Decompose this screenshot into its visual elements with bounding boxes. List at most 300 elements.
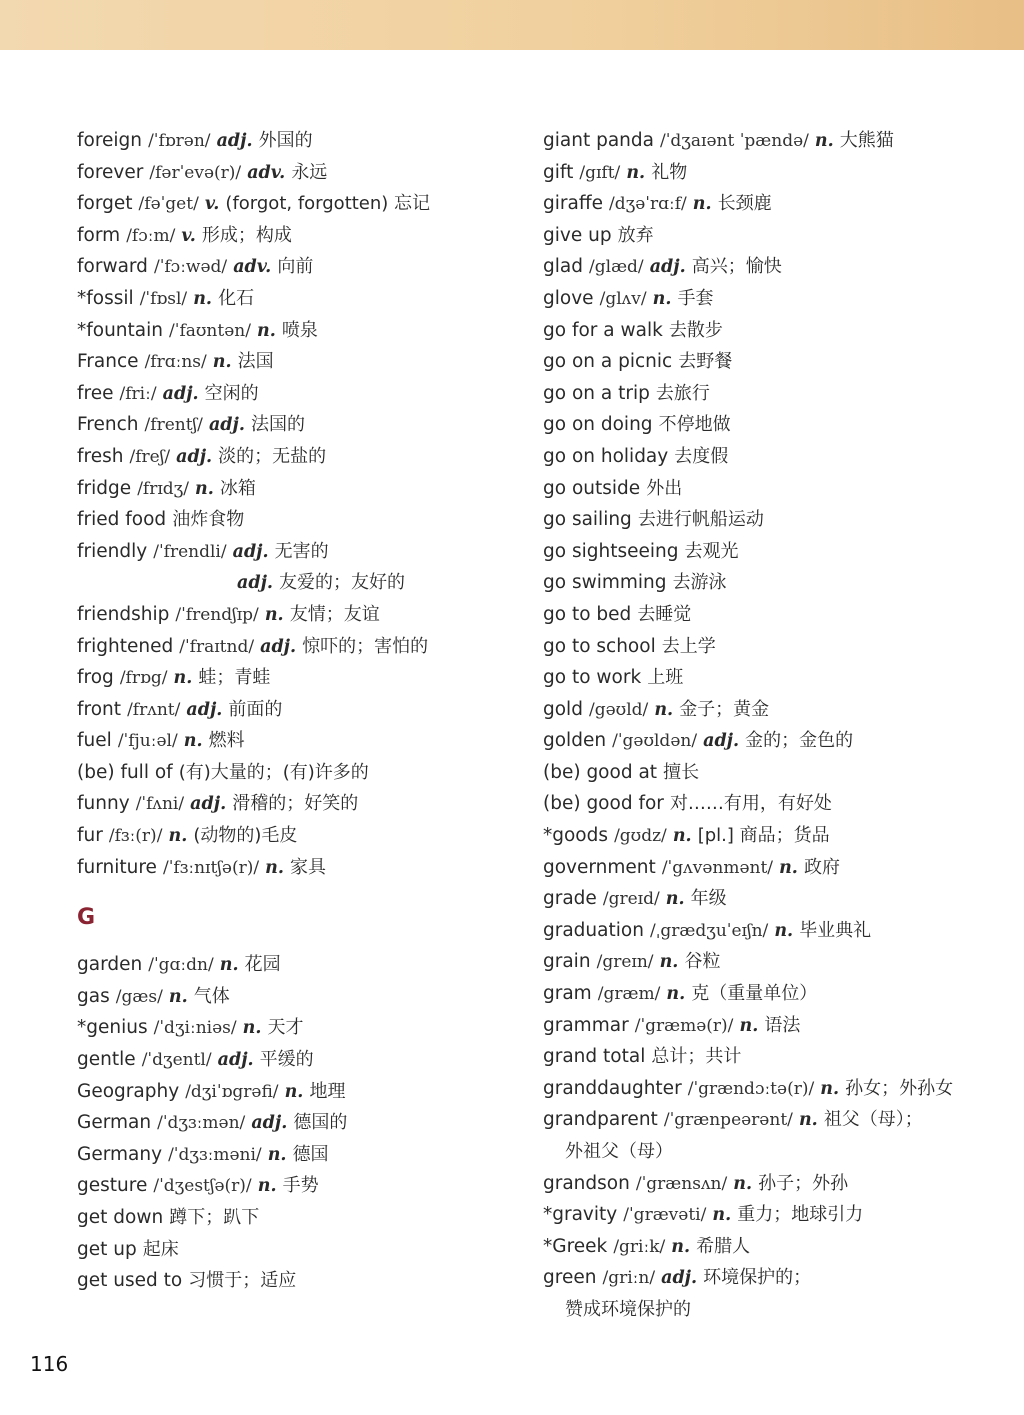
part-of-speech: n. xyxy=(774,920,794,941)
phonetic: /frɑːns/ xyxy=(144,352,207,373)
headword: fried food xyxy=(77,509,167,531)
phonetic: /græm/ xyxy=(597,984,661,1005)
glossary-entry xyxy=(77,536,517,568)
definition: 赞成环境保护的 xyxy=(565,1298,691,1320)
glossary-entry xyxy=(77,599,517,631)
headword: go swimming xyxy=(543,572,667,594)
part-of-speech: n. xyxy=(666,984,686,1005)
phonetic: /freʃ/ xyxy=(129,446,171,467)
part-of-speech: n. xyxy=(168,986,188,1007)
headword: (be) good for xyxy=(543,793,664,815)
part-of-speech: n. xyxy=(820,1078,840,1099)
glossary-entry xyxy=(77,220,517,252)
definition: 长颈鹿 xyxy=(717,193,772,215)
definition: 德国的 xyxy=(293,1112,348,1134)
definition: 前面的 xyxy=(228,698,283,720)
glossary-entry xyxy=(77,1265,517,1297)
glossary-entry xyxy=(543,662,1003,694)
definition: 天才 xyxy=(267,1017,304,1039)
glossary-entry xyxy=(543,536,1003,568)
headword: German xyxy=(77,1112,152,1134)
part-of-speech: adj. xyxy=(251,1113,288,1134)
definition: 蛙；青蛙 xyxy=(198,667,271,689)
headword: get down xyxy=(77,1207,164,1228)
headword: form xyxy=(77,224,121,246)
glossary-entry xyxy=(77,788,517,820)
part-of-speech: adj. xyxy=(216,131,253,151)
part-of-speech: n. xyxy=(267,1144,287,1165)
part-of-speech: n. xyxy=(665,889,685,910)
glossary-entry xyxy=(543,820,1003,852)
phonetic: /ˈgrævəti/ xyxy=(623,1205,707,1226)
part-of-speech: adj. xyxy=(208,415,245,436)
glossary-entry xyxy=(543,378,1003,410)
headword: go outside xyxy=(543,477,641,499)
headword: go to school xyxy=(543,635,656,657)
definition: 金的；金色的 xyxy=(745,730,854,752)
definition: 年级 xyxy=(690,888,727,910)
entries-right xyxy=(543,125,1003,1326)
definition: 去散步 xyxy=(668,319,723,341)
definition: 外祖父（母） xyxy=(565,1141,673,1162)
glossary-entry xyxy=(543,852,1003,884)
phonetic: /griːn/ xyxy=(602,1268,656,1289)
phonetic: /ˈfɜːnɪtʃə(r)/ xyxy=(163,857,260,878)
headword: giraffe xyxy=(543,193,603,215)
phonetic: /fərˈevə(r)/ xyxy=(149,162,242,183)
definition: 形成；构成 xyxy=(201,224,292,246)
headword: front xyxy=(77,698,122,720)
glossary-entry xyxy=(543,1199,1003,1231)
headword: grammar xyxy=(543,1014,629,1036)
phonetic: /frʌnt/ xyxy=(127,699,181,720)
part-of-speech: n. xyxy=(212,352,232,373)
left-column xyxy=(77,125,517,1297)
glossary-entry xyxy=(543,409,1003,441)
headword: government xyxy=(543,856,656,878)
phonetic: /ˈfɔːwəd/ xyxy=(153,257,228,278)
glossary-entry xyxy=(77,1170,517,1202)
definition: 总计；共计 xyxy=(651,1046,742,1068)
part-of-speech: n. xyxy=(257,1176,277,1197)
part-of-speech: n. xyxy=(671,1236,691,1257)
phonetic: /friː/ xyxy=(119,383,157,404)
definition: 放弃 xyxy=(617,224,654,246)
definition: [pl.] 商品；货品 xyxy=(697,825,830,847)
phonetic: /glæd/ xyxy=(589,257,644,278)
part-of-speech: adj. xyxy=(162,383,199,404)
part-of-speech: adj. xyxy=(260,636,297,657)
part-of-speech: adj. xyxy=(190,794,227,815)
glossary-entry xyxy=(543,283,1003,315)
headword: get up xyxy=(77,1238,137,1260)
headword: go on holiday xyxy=(543,445,669,467)
headword: gift xyxy=(543,161,574,183)
glossary-entry xyxy=(77,662,517,694)
glossary-entry xyxy=(543,567,1003,599)
part-of-speech: n. xyxy=(672,826,692,847)
definition: 外出 xyxy=(646,477,683,499)
headword: furniture xyxy=(77,856,157,878)
entries-g xyxy=(77,949,517,1297)
definition: 友爱的；友好的 xyxy=(279,572,406,594)
glossary-entry xyxy=(543,631,1003,663)
glossary-entry xyxy=(77,725,517,757)
definition: 去进行帆船运动 xyxy=(637,509,764,531)
definition: 政府 xyxy=(803,856,840,878)
part-of-speech: n. xyxy=(798,1110,818,1131)
part-of-speech: n. xyxy=(712,1205,732,1226)
phonetic: /ˈfɒsl/ xyxy=(139,288,188,309)
phonetic: /gæs/ xyxy=(115,986,163,1007)
headword: go to bed xyxy=(543,603,632,625)
glossary-entry xyxy=(543,1168,1003,1200)
definition: 不停地做 xyxy=(658,414,731,436)
headword: *fossil xyxy=(77,287,134,309)
headword: graduation xyxy=(543,919,644,941)
glossary-entry xyxy=(77,188,517,220)
glossary-entry xyxy=(77,315,517,347)
definition: 燃料 xyxy=(208,730,245,752)
definition: 起床 xyxy=(142,1238,179,1260)
glossary-entry xyxy=(543,788,1003,820)
page-number: 116 xyxy=(30,1352,69,1376)
headword: grandson xyxy=(543,1172,630,1194)
glossary-entry xyxy=(543,978,1003,1010)
definition: 高兴；愉快 xyxy=(691,256,782,278)
part-of-speech: n. xyxy=(219,955,239,976)
definition: 花园 xyxy=(244,954,281,976)
definition: 毕业典礼 xyxy=(799,919,872,941)
part-of-speech: adj. xyxy=(649,257,686,278)
part-of-speech: n. xyxy=(168,826,188,847)
headword: go on a picnic xyxy=(543,351,673,373)
headword: free xyxy=(77,382,114,404)
phonetic: /fɜː(r)/ xyxy=(108,826,163,847)
phonetic: /ˈfaʊntən/ xyxy=(169,320,251,341)
glossary-entry xyxy=(77,694,517,726)
definition: 无害的 xyxy=(274,540,329,562)
headword: gas xyxy=(77,985,110,1007)
definition: 语法 xyxy=(764,1014,801,1036)
phonetic: /glʌv/ xyxy=(599,288,647,309)
headword: go sailing xyxy=(543,509,632,531)
phonetic: /dʒiˈɒgrəfi/ xyxy=(185,1081,279,1102)
phonetic: /ˈdʒiːniəs/ xyxy=(153,1018,237,1039)
phonetic: /ˈfjuːəl/ xyxy=(117,731,178,752)
part-of-speech: v. xyxy=(204,194,220,215)
phonetic: /gɪft/ xyxy=(579,162,621,183)
headword: glad xyxy=(543,256,583,278)
definition: 去观光 xyxy=(684,540,739,562)
definition: 擅长 xyxy=(663,761,700,783)
part-of-speech: n. xyxy=(659,952,679,973)
headword: foreign xyxy=(77,130,143,151)
phonetic: /ˈfʌni/ xyxy=(135,794,185,815)
glossary-entry xyxy=(77,981,517,1013)
headword: go to work xyxy=(543,667,642,689)
definition: 去旅行 xyxy=(655,382,710,404)
definition: 谷粒 xyxy=(684,951,721,973)
headword: giant panda xyxy=(543,130,654,151)
headword: forward xyxy=(77,256,148,278)
part-of-speech: n. xyxy=(193,288,213,309)
definition: (forgot, forgotten) 忘记 xyxy=(225,193,431,215)
definition: 手势 xyxy=(282,1175,319,1197)
part-of-speech: n. xyxy=(652,288,672,309)
definition: 永远 xyxy=(291,161,328,183)
definition: 滑稽的；好笑的 xyxy=(232,793,359,815)
headword: Germany xyxy=(77,1143,163,1165)
glossary-entry xyxy=(543,725,1003,757)
glossary-entry xyxy=(543,188,1003,220)
glossary-entry xyxy=(77,157,517,189)
headword: fur xyxy=(77,825,103,847)
headword: frightened xyxy=(77,635,174,657)
headword: forget xyxy=(77,193,133,215)
part-of-speech: n. xyxy=(183,731,203,752)
headword: *Greek xyxy=(543,1235,608,1257)
glossary-entry xyxy=(77,567,517,599)
glossary-entry xyxy=(77,1044,517,1076)
glossary-entry xyxy=(543,157,1003,189)
headword: fresh xyxy=(77,445,124,467)
glossary-entry xyxy=(543,599,1003,631)
definition: 家具 xyxy=(290,856,327,878)
headword: gentle xyxy=(77,1049,136,1071)
glossary-entry xyxy=(77,852,517,884)
glossary-entry xyxy=(77,820,517,852)
definition: 去上学 xyxy=(661,635,716,657)
definition: 去度假 xyxy=(674,445,729,467)
definition: 友情；友谊 xyxy=(289,603,380,625)
glossary-entry xyxy=(77,1107,517,1139)
glossary-entry xyxy=(77,378,517,410)
phonetic: /frɪdʒ/ xyxy=(137,478,189,499)
top-decorative-band xyxy=(0,0,1024,50)
headword: *genius xyxy=(77,1017,148,1039)
glossary-entry xyxy=(543,504,1003,536)
phonetic: /ˈdʒentl/ xyxy=(141,1050,212,1071)
phonetic: /ˈgrænpeərənt/ xyxy=(663,1110,793,1131)
glossary-entry xyxy=(543,1010,1003,1042)
definition: 去游泳 xyxy=(672,572,727,594)
definition: 对……有用，有好处 xyxy=(669,793,832,815)
glossary-entry xyxy=(77,409,517,441)
phonetic: /greɪn/ xyxy=(596,952,654,973)
headword: France xyxy=(77,351,139,373)
definition: 克（重量单位） xyxy=(691,983,818,1005)
phonetic: /fəˈget/ xyxy=(138,194,199,215)
part-of-speech: adj. xyxy=(232,541,269,562)
phonetic: /ˈdʒɜːməni/ xyxy=(168,1144,262,1165)
definition: 惊吓的；害怕的 xyxy=(302,635,429,657)
headword: get used to xyxy=(77,1270,183,1292)
phonetic: /ˈdʒaɪənt ˈpændə/ xyxy=(660,131,809,151)
phonetic: /ˈgrændɔːtə(r)/ xyxy=(687,1078,815,1099)
definition: 大熊猫 xyxy=(839,130,894,151)
headword: *gravity xyxy=(543,1204,618,1226)
definition: 去睡觉 xyxy=(637,603,692,625)
headword: go sightseeing xyxy=(543,540,679,562)
part-of-speech: n. xyxy=(733,1173,753,1194)
part-of-speech: n. xyxy=(242,1018,262,1039)
glossary-entry xyxy=(543,1104,1003,1136)
part-of-speech: adv. xyxy=(247,162,286,183)
glossary-entry xyxy=(77,504,517,536)
phonetic: /ˌgrædʒuˈeɪʃn/ xyxy=(649,920,769,941)
phonetic: /ˈdʒɜːmən/ xyxy=(157,1113,246,1134)
glossary-entry xyxy=(543,1136,1003,1168)
part-of-speech: n. xyxy=(264,604,284,625)
part-of-speech: n. xyxy=(265,857,284,878)
definition: 法国的 xyxy=(250,414,305,436)
phonetic: /ˈfraɪtnd/ xyxy=(179,636,255,657)
definition: 孙女；外孙女 xyxy=(845,1077,954,1099)
phonetic: /ˈgɑːdn/ xyxy=(148,955,214,976)
phonetic: /griːk/ xyxy=(613,1236,666,1257)
headword: French xyxy=(77,414,139,436)
definition: 化石 xyxy=(218,287,255,309)
glossary-entry xyxy=(77,1012,517,1044)
glossary-entry xyxy=(543,220,1003,252)
definition: 油炸食物 xyxy=(172,509,245,531)
part-of-speech: n. xyxy=(779,857,798,878)
glossary-entry xyxy=(543,346,1003,378)
part-of-speech: n. xyxy=(814,131,834,151)
headword: golden xyxy=(543,730,607,752)
phonetic: /fɔːm/ xyxy=(126,225,176,246)
glossary-entry xyxy=(543,1073,1003,1105)
glossary-entry xyxy=(543,1262,1003,1294)
headword: fridge xyxy=(77,477,132,499)
glossary-entry xyxy=(77,1139,517,1171)
headword: grain xyxy=(543,951,591,973)
headword: grade xyxy=(543,888,597,910)
definition: 希腊人 xyxy=(696,1235,751,1257)
part-of-speech: n. xyxy=(284,1081,304,1102)
definition: 蹲下；趴下 xyxy=(169,1207,260,1228)
headword: go on a trip xyxy=(543,382,650,404)
definition: 气体 xyxy=(193,985,230,1007)
glossary-entry xyxy=(543,1041,1003,1073)
headword: grand total xyxy=(543,1046,646,1068)
headword: gesture xyxy=(77,1175,148,1197)
definition: (动物的)毛皮 xyxy=(193,825,298,847)
glossary-entry xyxy=(77,1076,517,1108)
headword: garden xyxy=(77,954,143,976)
headword: give up xyxy=(543,224,612,246)
headword: forever xyxy=(77,161,144,183)
definition: 淡的；无盐的 xyxy=(218,445,327,467)
part-of-speech: adj. xyxy=(186,699,223,720)
glossary-entry xyxy=(543,441,1003,473)
glossary-entry xyxy=(77,757,517,789)
glossary-entry xyxy=(77,473,517,505)
definition: 外国的 xyxy=(258,130,313,151)
phonetic: /ˈfrendli/ xyxy=(153,541,227,562)
definition: 德国 xyxy=(292,1143,329,1165)
part-of-speech: n. xyxy=(654,699,674,720)
part-of-speech: n. xyxy=(739,1015,759,1036)
glossary-entry xyxy=(543,473,1003,505)
part-of-speech: v. xyxy=(181,225,196,246)
headword: fuel xyxy=(77,730,112,752)
headword: (be) full of xyxy=(77,761,173,783)
definition: 上班 xyxy=(647,667,684,689)
phonetic: /frɒg/ xyxy=(119,668,168,689)
headword: friendship xyxy=(77,603,170,625)
glossary-entry xyxy=(543,883,1003,915)
right-column xyxy=(543,125,1003,1326)
phonetic: /ˈdʒestʃə(r)/ xyxy=(153,1176,252,1197)
headword: friendly xyxy=(77,540,148,562)
headword: Geography xyxy=(77,1080,180,1102)
headword: frog xyxy=(77,667,114,689)
phonetic: /ˈgræmə(r)/ xyxy=(634,1015,734,1036)
glossary-entry xyxy=(77,346,517,378)
glossary-entry xyxy=(77,1234,517,1266)
phonetic: /gəʊld/ xyxy=(589,699,649,720)
headword: glove xyxy=(543,287,594,309)
glossary-entry xyxy=(77,1202,517,1234)
phonetic: /frentʃ/ xyxy=(144,415,203,436)
definition: 空闲的 xyxy=(204,382,259,404)
glossary-entry xyxy=(543,251,1003,283)
part-of-speech: n. xyxy=(692,194,712,215)
headword: funny xyxy=(77,793,130,815)
part-of-speech: adv. xyxy=(233,257,272,278)
part-of-speech: adj. xyxy=(237,573,273,594)
headword: gold xyxy=(543,698,583,720)
part-of-speech: n. xyxy=(626,162,646,183)
glossary-entry xyxy=(77,949,517,981)
glossary-entry xyxy=(543,757,1003,789)
part-of-speech: n. xyxy=(195,478,214,499)
definition: 手套 xyxy=(677,287,714,309)
glossary-entry xyxy=(543,315,1003,347)
part-of-speech: adj. xyxy=(661,1268,698,1289)
glossary-entry xyxy=(77,125,517,157)
definition: 环境保护的； xyxy=(703,1267,812,1289)
glossary-entry xyxy=(543,694,1003,726)
headword: grandparent xyxy=(543,1109,658,1131)
definition: 喷泉 xyxy=(281,319,318,341)
definition: 法国 xyxy=(237,351,274,373)
headword: go on doing xyxy=(543,414,653,436)
definition: 地理 xyxy=(309,1080,346,1102)
section-letter: G xyxy=(77,905,96,931)
phonetic: /ˈgəʊldən/ xyxy=(612,731,698,752)
definition: 孙子；外孙 xyxy=(758,1172,849,1194)
glossary-entry xyxy=(543,946,1003,978)
definition: 礼物 xyxy=(651,161,688,183)
phonetic: /ˈfrendʃɪp/ xyxy=(175,604,259,625)
definition: 祖父（母）； xyxy=(823,1109,923,1131)
part-of-speech: n. xyxy=(173,668,193,689)
headword: go for a walk xyxy=(543,319,663,341)
definition: 去野餐 xyxy=(678,351,733,373)
definition: 重力；地球引力 xyxy=(737,1204,864,1226)
headword: granddaughter xyxy=(543,1077,682,1099)
phonetic: /greɪd/ xyxy=(602,889,660,910)
headword: green xyxy=(543,1267,597,1289)
glossary-entry xyxy=(543,1231,1003,1263)
phonetic: /ˈfɒrən/ xyxy=(148,131,211,151)
headword: (be) good at xyxy=(543,761,658,783)
glossary-entry xyxy=(77,441,517,473)
definition: 冰箱 xyxy=(219,477,256,499)
